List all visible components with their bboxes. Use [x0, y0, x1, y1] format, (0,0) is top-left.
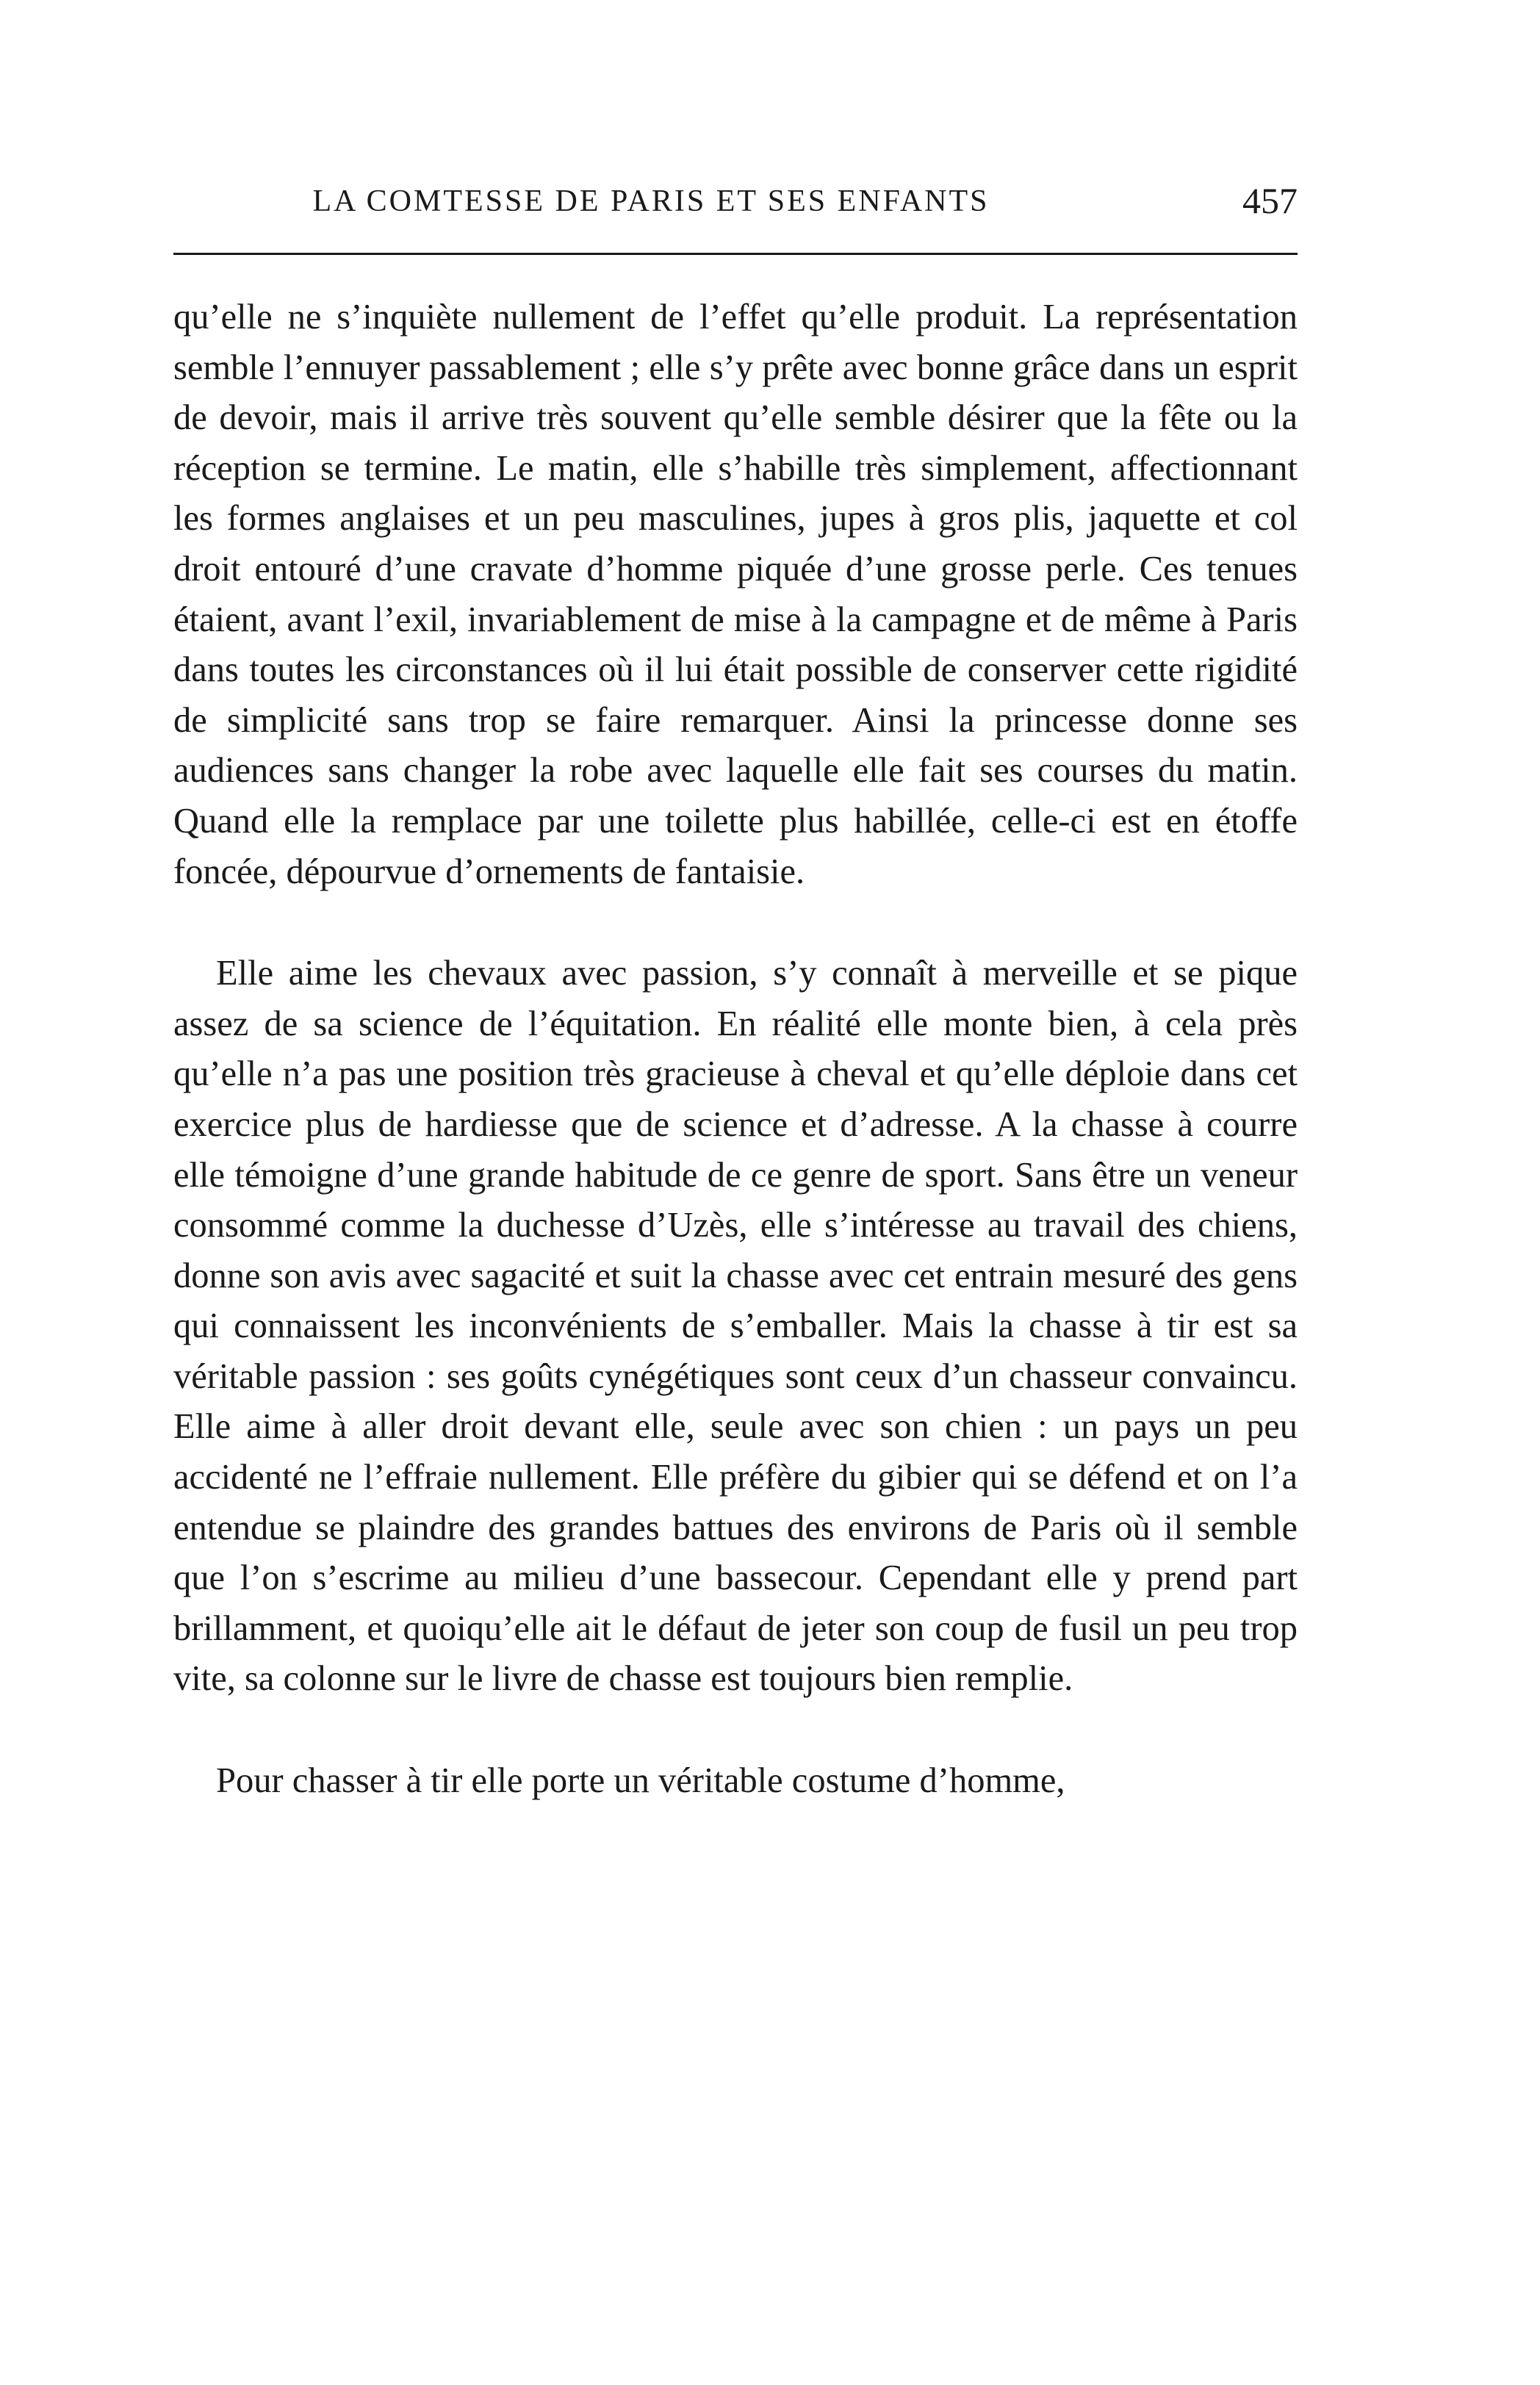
book-page — [173, 0, 1298, 2385]
header-rule — [173, 253, 1298, 255]
running-title: LA COMTESSE DE PARIS ET SES ENFANTS — [312, 184, 990, 218]
body-text — [173, 292, 1298, 1807]
running-header — [173, 179, 1298, 231]
page-number: 457 — [1242, 180, 1298, 221]
paragraph: Pour chasser à tir elle porte un véritable costume d’homme, — [216, 1761, 1065, 1801]
paragraph: qu’elle ne s’inquiète nullement de l’effet qu’elle produit. La représentation semble l’ennuyer passablement ; elle s’y prête avec bonne grâce dans un esprit de devoir, mais il arrive très souvent qu’elle semble désirer que la fête ou la réception se termine. Le matin, elle s’habille très simplement, affectionnant les formes anglaises et un peu masculines, jupes à gros plis, jaquette et col droit entouré d’une cravate d’homme piquée d’une grosse perle. Ces tenues étaient, avant l’exil, invariablement de mise à la campagne et de même à Paris dans toutes les circonstances où il lui était possible de conserver cette rigidité de simplicité sans trop se faire remarquer. Ainsi la princesse donne ses audiences sans changer la robe avec laquelle elle fait ses courses du matin. Quand elle la remplace par une toilette plus habillée, celle-ci est en étoffe foncée, dépourvue d’ornements de fantaisie. — [173, 298, 1298, 891]
paragraph: Elle aime les chevaux avec passion, s’y connaît à merveille et se pique assez de sa science de l’équitation. En réalité elle monte bien, à cela près qu’elle n’a pas une position très gracieuse à cheval et qu’elle déploie dans cet exercice plus de hardiesse que de science et d’adresse. A la chasse à courre elle témoigne d’une grande habitude de ce genre de sport. Sans être un veneur consommé comme la duchesse d’Uzès, elle s’intéresse au travail des chiens, donne son avis avec sagacité et suit la chasse avec cet entrain mesuré des gens qui connaissent les inconvénients de s’emballer. Mais la chasse à tir est sa véritable passion : ses goûts cynégétiques sont ceux d’un chasseur convaincu. Elle aime à aller droit devant elle, seule avec son chien : un pays un peu accidenté ne l’effraie nullement. Elle préfère du gibier qui se défend et on l’a entendue se plaindre des grandes battues des environs de Paris où il semble que l’on s’escrime au milieu d’une bassecour. Cependant elle y prend part brillamment, et quoiqu’elle ait le défaut de jeter son coup de fusil un peu trop vite, sa colonne sur le livre de chasse est toujours bien remplie. — [173, 954, 1298, 1699]
